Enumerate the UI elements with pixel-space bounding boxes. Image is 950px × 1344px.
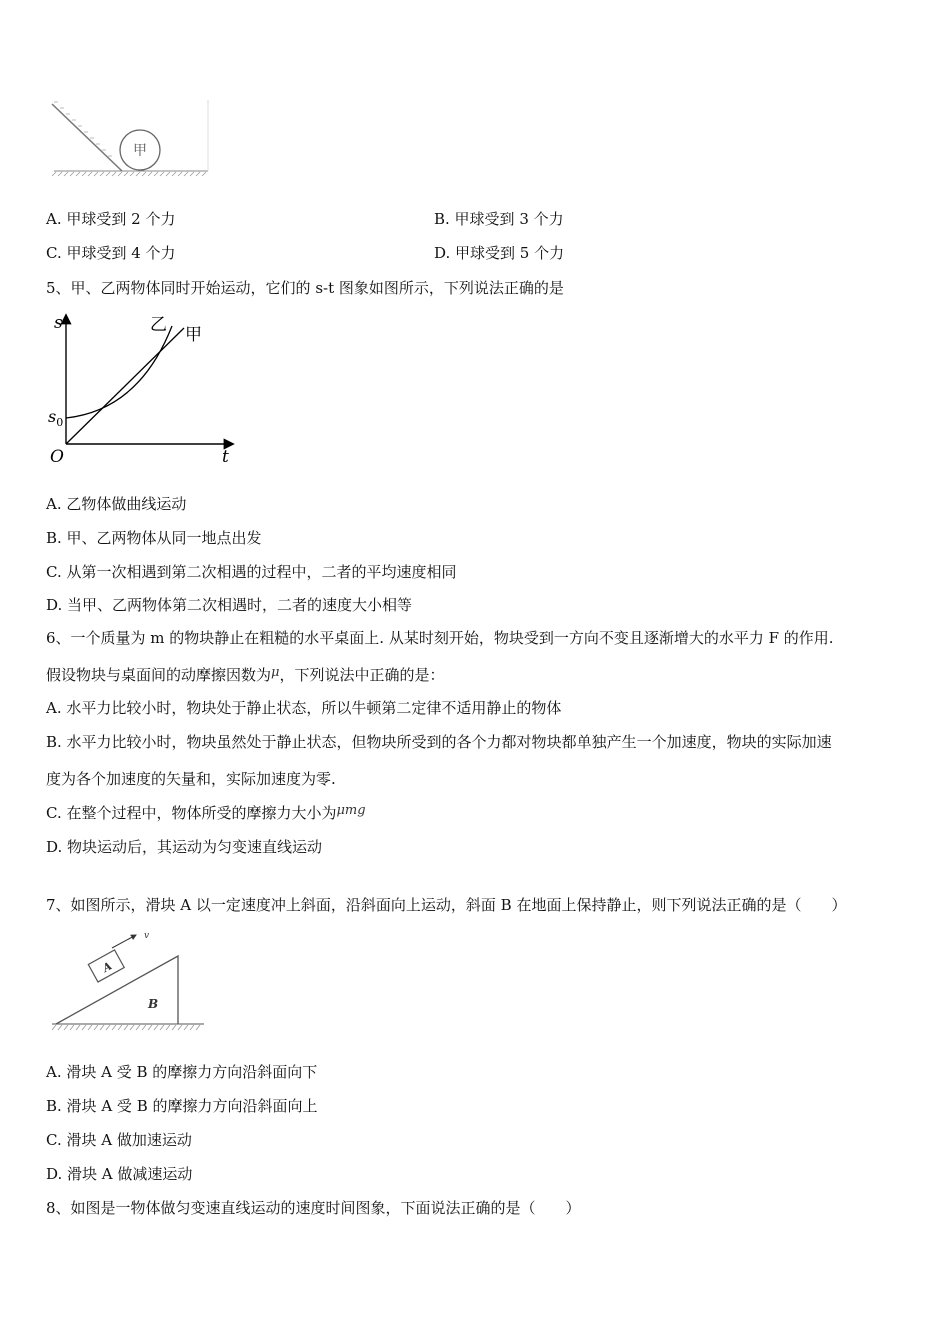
q6-stem-line2 (46, 665, 444, 687)
q4-option-b: B. 甲球受到 3 个力 (434, 210, 564, 228)
q6-option-b-line2: 度为各个加速度的矢量和，实际加速度为零. (46, 770, 336, 788)
q5-option-d: D. 当甲、乙两物体第二次相遇时，二者的速度大小相等 (46, 596, 413, 614)
q7-option-a: A. 滑块 A 受 B 的摩擦力方向沿斜面向下 (46, 1063, 318, 1081)
q5-curve-yi-label: 乙 (150, 315, 167, 335)
q7-incline-label: B (148, 997, 159, 1011)
q6-stem-line2-pre: 假设物块与桌面间的动摩擦因数为 (46, 666, 272, 684)
q7-option-b: B. 滑块 A 受 B 的摩擦力方向沿斜面向上 (46, 1097, 318, 1115)
q4-option-a: A. 甲球受到 2 个力 (46, 210, 176, 228)
q4-option-d: D. 甲球受到 5 个力 (434, 244, 565, 262)
q4-figure (48, 98, 213, 180)
q8-stem: 8、如图是一物体做匀变速直线运动的速度时间图象，下面说法正确的是（ ） (46, 1199, 581, 1217)
q5-curve-yi (66, 326, 172, 418)
q6-option-c-text: C. 在整个过程中，物体所受的摩擦力大小为 (46, 804, 337, 822)
q4-ball-label: 甲 (133, 143, 147, 159)
q5-stem: 5、甲、乙两物体同时开始运动，它们的 s-t 图象如图所示，下列说法正确的是 (46, 279, 564, 297)
q5-origin-label: O (50, 447, 64, 467)
q5-s0-label: $s_0$ (48, 407, 64, 429)
q7-option-d: D. 滑块 A 做减速运动 (46, 1165, 193, 1183)
q5-option-a: A. 乙物体做曲线运动 (46, 495, 187, 513)
q6-option-a: A. 水平力比较小时，物块处于静止状态，所以牛顿第二定律不适用静止的物体 (46, 699, 562, 717)
q7-velocity-label: v (144, 931, 150, 941)
q5-y-label: s (54, 313, 63, 333)
q6-option-c-formula: μmg (336, 803, 366, 818)
q5-x-label: t (222, 447, 229, 467)
q6-option-b-line1: B. 水平力比较小时，物块虽然处于静止状态，但物块所受到的各个力都对物块都单独产生一个加速度，物块的实际加速 (46, 733, 832, 751)
q5-option-b: B. 甲、乙两物体从同一地点出发 (46, 529, 262, 547)
q6-mu-symbol: μ (271, 665, 280, 680)
q5-line-jia-label: 甲 (185, 325, 202, 345)
q6-option-c (46, 803, 366, 825)
q7-option-c: C. 滑块 A 做加速运动 (46, 1131, 192, 1149)
q7-block-label: A (100, 959, 115, 975)
q4-option-c: C. 甲球受到 4 个力 (46, 244, 176, 262)
q6-stem-line1: 6、一个质量为 m 的物块静止在粗糙的水平桌面上. 从某时刻开始，物块受到一方向不变且逐渐增大的水平力 F 的作用. (46, 629, 834, 647)
q6-stem-line2-post: ，下列说法中正确的是： (279, 666, 445, 684)
q5-st-graph (44, 310, 244, 470)
q7-figure (48, 928, 208, 1036)
q6-option-d: D. 物块运动后，其运动为匀变速直线运动 (46, 838, 323, 856)
q7-stem: 7、如图所示，滑块 A 以一定速度冲上斜面，沿斜面向上运动，斜面 B 在地面上保持静止，则下列说法正确的是（ ） (46, 896, 847, 914)
q5-option-c: C. 从第一次相遇到第二次相遇的过程中，二者的平均速度相同 (46, 563, 457, 581)
q7-velocity-arrow (112, 935, 136, 948)
q5-line-jia (66, 328, 184, 444)
